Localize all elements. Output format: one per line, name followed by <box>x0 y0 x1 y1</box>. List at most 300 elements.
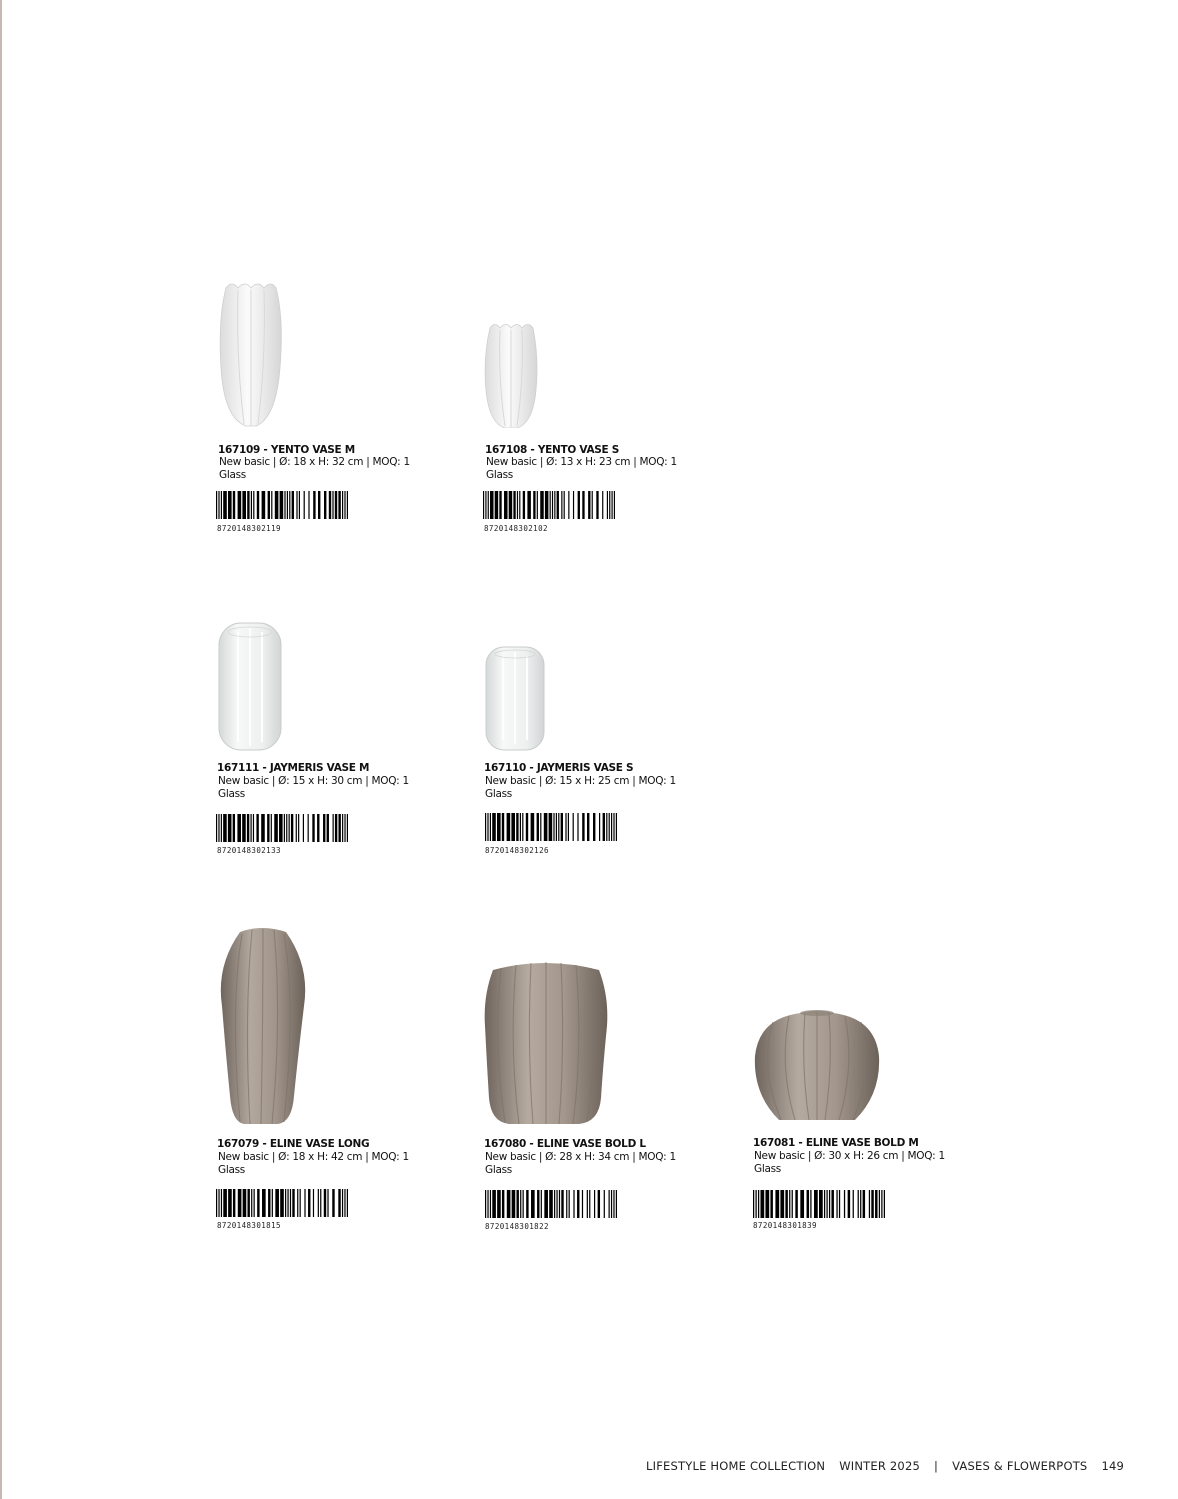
barcode-bar <box>573 813 574 841</box>
barcode-bar <box>228 491 232 519</box>
barcode-bar <box>606 813 607 841</box>
barcode-bar <box>879 1190 880 1218</box>
ean-number: 8720148302126 <box>485 846 549 855</box>
barcode-bar <box>770 1190 772 1218</box>
barcode-bar <box>250 814 251 842</box>
barcode-bar <box>559 1190 560 1218</box>
barcode <box>483 491 615 519</box>
barcode-bar <box>312 814 314 842</box>
barcode-bar <box>537 1190 539 1218</box>
barcode-bar <box>520 1190 521 1218</box>
barcode-bar <box>502 813 504 841</box>
barcode-bar <box>298 814 299 842</box>
barcode-bar <box>775 1190 779 1218</box>
barcode-bar <box>342 491 343 519</box>
barcode-bar <box>347 1189 348 1217</box>
barcode-bar <box>490 491 494 519</box>
barcode-bar <box>223 814 227 842</box>
ean-number: 8720148302133 <box>217 846 281 855</box>
product-name: YENTO VASE S <box>537 444 620 456</box>
product-material: Glass <box>219 469 246 481</box>
barcode-bar <box>871 1190 873 1218</box>
barcode-bar <box>858 1190 859 1218</box>
barcode-bar <box>237 814 241 842</box>
barcode-bar <box>522 813 523 841</box>
barcode-bar <box>233 491 235 519</box>
barcode-bar <box>296 814 297 842</box>
barcode-bar <box>577 813 578 841</box>
barcode-bar <box>257 491 259 519</box>
barcode-bar <box>338 1189 340 1217</box>
barcode-bar <box>324 1189 326 1217</box>
barcode-bar <box>527 491 531 519</box>
barcode-bar <box>344 491 345 519</box>
barcode-bar <box>292 1189 294 1217</box>
barcode-bar <box>289 814 290 842</box>
barcode-bar <box>582 1190 583 1218</box>
barcode-bar <box>342 814 343 842</box>
barcode-bar <box>318 491 320 519</box>
page-edge <box>0 0 2 1499</box>
barcode-bar <box>216 814 217 842</box>
barcode-bar <box>253 491 254 519</box>
barcode-bar <box>221 491 222 519</box>
product-material: Glass <box>218 788 245 800</box>
barcode-bar <box>875 1190 877 1218</box>
barcode-bar <box>308 1189 310 1217</box>
barcode-bar <box>599 813 600 841</box>
barcode-bar <box>550 491 551 519</box>
ean-number: 8720148302102 <box>484 524 548 533</box>
barcode-bar <box>829 1190 830 1218</box>
barcode-bar <box>511 813 515 841</box>
barcode-bar <box>251 491 252 519</box>
barcode-bar <box>819 1190 823 1218</box>
footer-section: VASES & FLOWERPOTS <box>952 1459 1088 1473</box>
barcode-bar <box>483 491 484 519</box>
barcode-bar <box>332 1189 334 1217</box>
product-card: 167110 - JAYMERIS VASE S New basic | Ø: 15 x H: 25 cm | MOQ: 1 Glass 8720148302126 <box>483 622 733 862</box>
barcode-bar <box>223 1189 227 1217</box>
barcode-bar <box>516 813 518 841</box>
barcode-bar <box>238 491 242 519</box>
barcode-bar <box>602 491 603 519</box>
barcode-bar <box>332 491 333 519</box>
barcode-bar <box>485 813 486 841</box>
barcode-bar <box>561 1190 563 1218</box>
barcode-bar <box>568 813 569 841</box>
barcode-bar <box>611 813 612 841</box>
barcode-bar <box>516 1190 518 1218</box>
product-code: 167108 <box>485 444 528 456</box>
barcode-bar <box>789 1190 790 1218</box>
barcode-bar <box>561 491 562 519</box>
product-image <box>218 622 284 752</box>
product-info: New basic | Ø: 28 x H: 34 cm | MOQ: 1 <box>485 1151 676 1163</box>
barcode-bar <box>594 1190 595 1218</box>
barcode-bar <box>318 1189 319 1217</box>
barcode-bar <box>216 1189 217 1217</box>
barcode-bar <box>609 1190 610 1218</box>
barcode <box>216 1189 348 1217</box>
barcode-bar <box>582 813 584 841</box>
barcode-bar <box>863 1190 865 1218</box>
barcode-bar <box>289 491 290 519</box>
barcode-bar <box>853 1190 854 1218</box>
product-material: Glass <box>485 788 512 800</box>
barcode-bar <box>254 1189 255 1217</box>
barcode-bar <box>549 1190 553 1218</box>
barcode-bar <box>287 1189 288 1217</box>
product-code: 167111 <box>217 762 260 774</box>
barcode-bar <box>303 814 304 842</box>
barcode-bar <box>284 814 285 842</box>
barcode-bar <box>268 491 270 519</box>
barcode-bar <box>218 1189 219 1217</box>
barcode-bar <box>261 814 265 842</box>
footer-season: WINTER 2025 <box>839 1459 920 1473</box>
barcode-bar <box>598 1190 600 1218</box>
product-image <box>218 278 284 428</box>
product-image <box>751 926 883 1126</box>
barcode-bar <box>568 491 569 519</box>
barcode-bar <box>561 813 563 841</box>
barcode-bar <box>541 1190 542 1218</box>
barcode-bar <box>564 491 565 519</box>
barcode-bar <box>262 1189 266 1217</box>
ean-number: 8720148301839 <box>753 1221 817 1230</box>
barcode-bar <box>499 491 501 519</box>
barcode-bar <box>497 813 501 841</box>
barcode-bar <box>492 813 496 841</box>
barcode-bar <box>218 814 219 842</box>
product-card: 167080 - ELINE VASE BOLD L New basic | Ø: 28 x H: 34 cm | MOQ: 1 Glass 8720148301822 <box>483 926 733 1236</box>
barcode-bar <box>274 814 278 842</box>
barcode-bar <box>540 813 541 841</box>
barcode-bar <box>502 1190 504 1218</box>
barcode-bar <box>304 1189 305 1217</box>
barcode-bar <box>228 1189 232 1217</box>
product-name: ELINE VASE LONG <box>269 1138 370 1150</box>
barcode-bar <box>497 1190 501 1218</box>
barcode-bar <box>488 491 489 519</box>
barcode-bar <box>573 1190 574 1218</box>
barcode-bar <box>616 1190 617 1218</box>
barcode-bar <box>333 814 334 842</box>
barcode-bar <box>526 813 528 841</box>
barcode-bar <box>344 814 345 842</box>
barcode-bar <box>292 491 294 519</box>
barcode-bar <box>512 1190 516 1218</box>
barcode-bar <box>558 813 559 841</box>
barcode-bar <box>760 1190 764 1218</box>
page-number: 149 <box>1101 1459 1124 1473</box>
barcode-bar <box>242 491 246 519</box>
barcode-bar <box>268 1189 270 1217</box>
barcode-bar <box>545 491 549 519</box>
barcode-bar <box>531 1190 535 1218</box>
barcode-bar <box>800 1190 804 1218</box>
barcode-bar <box>272 1189 273 1217</box>
barcode-bar <box>492 1190 496 1218</box>
product-image <box>218 926 308 1126</box>
barcode-bar <box>517 491 518 519</box>
barcode-bar <box>614 491 615 519</box>
barcode-bar <box>831 1190 833 1218</box>
product-info: New basic | Ø: 15 x H: 25 cm | MOQ: 1 <box>485 775 676 787</box>
barcode-bar <box>287 491 288 519</box>
barcode-bar <box>238 1189 242 1217</box>
product-info: New basic | Ø: 30 x H: 26 cm | MOQ: 1 <box>754 1150 945 1162</box>
barcode-bar <box>262 491 266 519</box>
barcode-bar <box>587 813 589 841</box>
barcode-bar <box>523 491 525 519</box>
barcode-bar <box>544 813 548 841</box>
product-material: Glass <box>486 469 513 481</box>
page-footer <box>646 1459 1124 1473</box>
barcode-bar <box>613 813 614 841</box>
barcode-bar <box>578 491 580 519</box>
barcode-bar <box>487 813 488 841</box>
barcode-bar <box>243 1189 247 1217</box>
barcode-bar <box>533 491 535 519</box>
product-material: Glass <box>218 1164 245 1176</box>
barcode-bar <box>342 1189 343 1217</box>
barcode-bar <box>317 814 319 842</box>
barcode-bar <box>557 491 559 519</box>
product-code: 167080 <box>484 1138 527 1150</box>
barcode-bar <box>780 1190 784 1218</box>
product-image <box>485 622 547 752</box>
barcode-bar <box>520 813 521 841</box>
barcode-bar <box>247 1189 249 1217</box>
barcode-bar <box>299 491 300 519</box>
barcode-bar <box>257 1189 259 1217</box>
barcode <box>216 814 348 842</box>
barcode-bar <box>335 814 337 842</box>
barcode-bar <box>271 814 272 842</box>
product-code: 167079 <box>217 1138 260 1150</box>
barcode-bar <box>308 814 309 842</box>
barcode-bar <box>284 491 285 519</box>
product-card: 167081 - ELINE VASE BOLD M New basic | Ø: 30 x H: 26 cm | MOQ: 1 Glass 8720148301839 <box>751 926 1001 1236</box>
product-info: New basic | Ø: 18 x H: 32 cm | MOQ: 1 <box>219 456 410 468</box>
barcode-bar <box>565 813 566 841</box>
barcode-bar <box>509 491 513 519</box>
barcode-bar <box>616 813 617 841</box>
barcode-bar <box>253 814 254 842</box>
barcode-bar <box>554 491 555 519</box>
barcode-bar <box>526 1190 528 1218</box>
barcode-bar <box>588 491 590 519</box>
barcode-bar <box>221 1189 222 1217</box>
barcode-bar <box>765 1190 769 1218</box>
barcode-bar <box>490 813 491 841</box>
barcode-bar <box>233 1189 235 1217</box>
barcode-bar <box>233 814 235 842</box>
barcode-bar <box>869 1190 870 1218</box>
barcode-bar <box>347 814 348 842</box>
barcode-bar <box>504 491 508 519</box>
barcode-bar <box>495 491 499 519</box>
barcode-bar <box>582 491 584 519</box>
barcode-bar <box>228 814 232 842</box>
barcode <box>485 813 617 841</box>
product-card: 167109 - YENTO VASE M New basic | Ø: 18 x H: 32 cm | MOQ: 1 Glass 8720148302119 <box>216 278 466 538</box>
barcode <box>485 1190 617 1218</box>
barcode-bar <box>507 813 511 841</box>
barcode-bar <box>256 814 258 842</box>
barcode-bar <box>552 491 553 519</box>
barcode-bar <box>335 491 337 519</box>
product-card: 167108 - YENTO VASE S New basic | Ø: 13 x H: 23 cm | MOQ: 1 Glass 8720148302102 <box>483 278 733 538</box>
barcode-bar <box>881 1190 882 1218</box>
barcode-bar <box>485 1190 486 1218</box>
ean-number: 8720148302119 <box>217 524 281 533</box>
barcode-bar <box>554 1190 555 1218</box>
barcode-bar <box>540 491 544 519</box>
barcode-bar <box>549 813 553 841</box>
product-name: ELINE VASE BOLD M <box>805 1137 919 1149</box>
barcode-bar <box>280 1189 284 1217</box>
barcode-bar <box>612 491 613 519</box>
barcode-bar <box>609 491 610 519</box>
product-code: 167110 <box>484 762 527 774</box>
product-material: Glass <box>485 1164 512 1176</box>
barcode-bar <box>848 1190 850 1218</box>
barcode-bar <box>323 814 325 842</box>
barcode-bar <box>795 1190 797 1218</box>
barcode-bar <box>300 1189 301 1217</box>
barcode-bar <box>279 814 283 842</box>
barcode-bar <box>218 491 219 519</box>
barcode-bar <box>556 813 557 841</box>
barcode-bar <box>609 813 610 841</box>
barcode-bar <box>523 1190 524 1218</box>
product-image <box>483 278 539 428</box>
barcode-bar <box>519 491 520 519</box>
barcode-bar <box>485 491 486 519</box>
product-info: New basic | Ø: 13 x H: 23 cm | MOQ: 1 <box>486 456 677 468</box>
barcode-bar <box>592 491 593 519</box>
barcode-bar <box>593 813 595 841</box>
ean-number: 8720148301822 <box>485 1222 549 1231</box>
barcode-bar <box>280 491 284 519</box>
product-card: 167111 - JAYMERIS VASE M New basic | Ø: 15 x H: 30 cm | MOQ: 1 Glass 8720148302133 <box>216 622 466 862</box>
barcode-bar <box>216 491 217 519</box>
barcode-bar <box>291 814 293 842</box>
barcode-bar <box>587 1190 588 1218</box>
ean-number: 8720148301815 <box>217 1221 281 1230</box>
barcode-bar <box>792 1190 793 1218</box>
product-name: YENTO VASE M <box>270 444 355 456</box>
barcode-bar <box>313 491 315 519</box>
barcode-bar <box>221 814 222 842</box>
barcode-bar <box>807 1190 809 1218</box>
footer-collection: LIFESTYLE HOME COLLECTION <box>646 1459 826 1473</box>
barcode-bar <box>826 1190 827 1218</box>
product-image <box>483 926 609 1126</box>
barcode-bar <box>836 1190 837 1218</box>
barcode-bar <box>569 1190 570 1218</box>
barcode <box>753 1190 885 1218</box>
barcode-bar <box>290 1189 291 1217</box>
barcode-bar <box>589 1190 590 1218</box>
barcode-bar <box>271 491 272 519</box>
footer-separator: | <box>934 1459 939 1473</box>
barcode-bar <box>577 1190 579 1218</box>
barcode-bar <box>758 1190 759 1218</box>
barcode-bar <box>267 814 269 842</box>
barcode-bar <box>275 491 279 519</box>
product-card: 167079 - ELINE VASE LONG New basic | Ø: 18 x H: 42 cm | MOQ: 1 Glass 8720148301815 <box>216 926 466 1236</box>
barcode-bar <box>490 1190 491 1218</box>
barcode-bar <box>824 1190 825 1218</box>
barcode-bar <box>487 1190 488 1218</box>
barcode-bar <box>247 491 249 519</box>
barcode-bar <box>223 491 227 519</box>
barcode-bar <box>347 491 348 519</box>
barcode-bar <box>286 814 287 842</box>
product-code: 167109 <box>218 444 261 456</box>
barcode-bar <box>327 814 329 842</box>
barcode-bar <box>860 1190 861 1218</box>
barcode-bar <box>611 1190 612 1218</box>
barcode-bar <box>844 1190 845 1218</box>
barcode-bar <box>607 491 608 519</box>
barcode-bar <box>344 1189 345 1217</box>
product-material: Glass <box>754 1163 781 1175</box>
barcode-bar <box>537 813 539 841</box>
barcode-bar <box>613 1190 614 1218</box>
barcode-bar <box>753 1190 754 1218</box>
barcode-bar <box>810 1190 811 1218</box>
barcode-bar <box>251 1189 252 1217</box>
product-name: JAYMERIS VASE M <box>269 762 370 774</box>
barcode-bar <box>573 491 574 519</box>
barcode-bar <box>296 491 297 519</box>
barcode-bar <box>327 1189 328 1217</box>
barcode-bar <box>297 1189 298 1217</box>
barcode-bar <box>338 491 340 519</box>
barcode-bar <box>839 1190 840 1218</box>
barcode-bar <box>320 1189 321 1217</box>
barcode-bar <box>566 1190 567 1218</box>
barcode-bar <box>308 491 309 519</box>
barcode-bar <box>604 1190 605 1218</box>
barcode-bar <box>785 1190 787 1218</box>
barcode-bar <box>814 1190 818 1218</box>
product-name: JAYMERIS VASE S <box>536 762 634 774</box>
barcode-bar <box>596 491 598 519</box>
product-info: New basic | Ø: 18 x H: 42 cm | MOQ: 1 <box>218 1151 409 1163</box>
barcode-bar <box>755 1190 756 1218</box>
barcode-bar <box>338 814 340 842</box>
barcode-bar <box>513 491 515 519</box>
barcode-bar <box>553 813 554 841</box>
barcode-bar <box>556 1190 557 1218</box>
barcode-bar <box>285 1189 286 1217</box>
barcode-bar <box>247 814 249 842</box>
barcode-bar <box>324 491 326 519</box>
barcode-bar <box>603 813 605 841</box>
product-name: ELINE VASE BOLD L <box>536 1138 646 1150</box>
barcode-bar <box>544 1190 548 1218</box>
barcode-bar <box>537 491 538 519</box>
barcode-bar <box>507 1190 511 1218</box>
barcode-bar <box>242 814 246 842</box>
barcode-bar <box>884 1190 885 1218</box>
